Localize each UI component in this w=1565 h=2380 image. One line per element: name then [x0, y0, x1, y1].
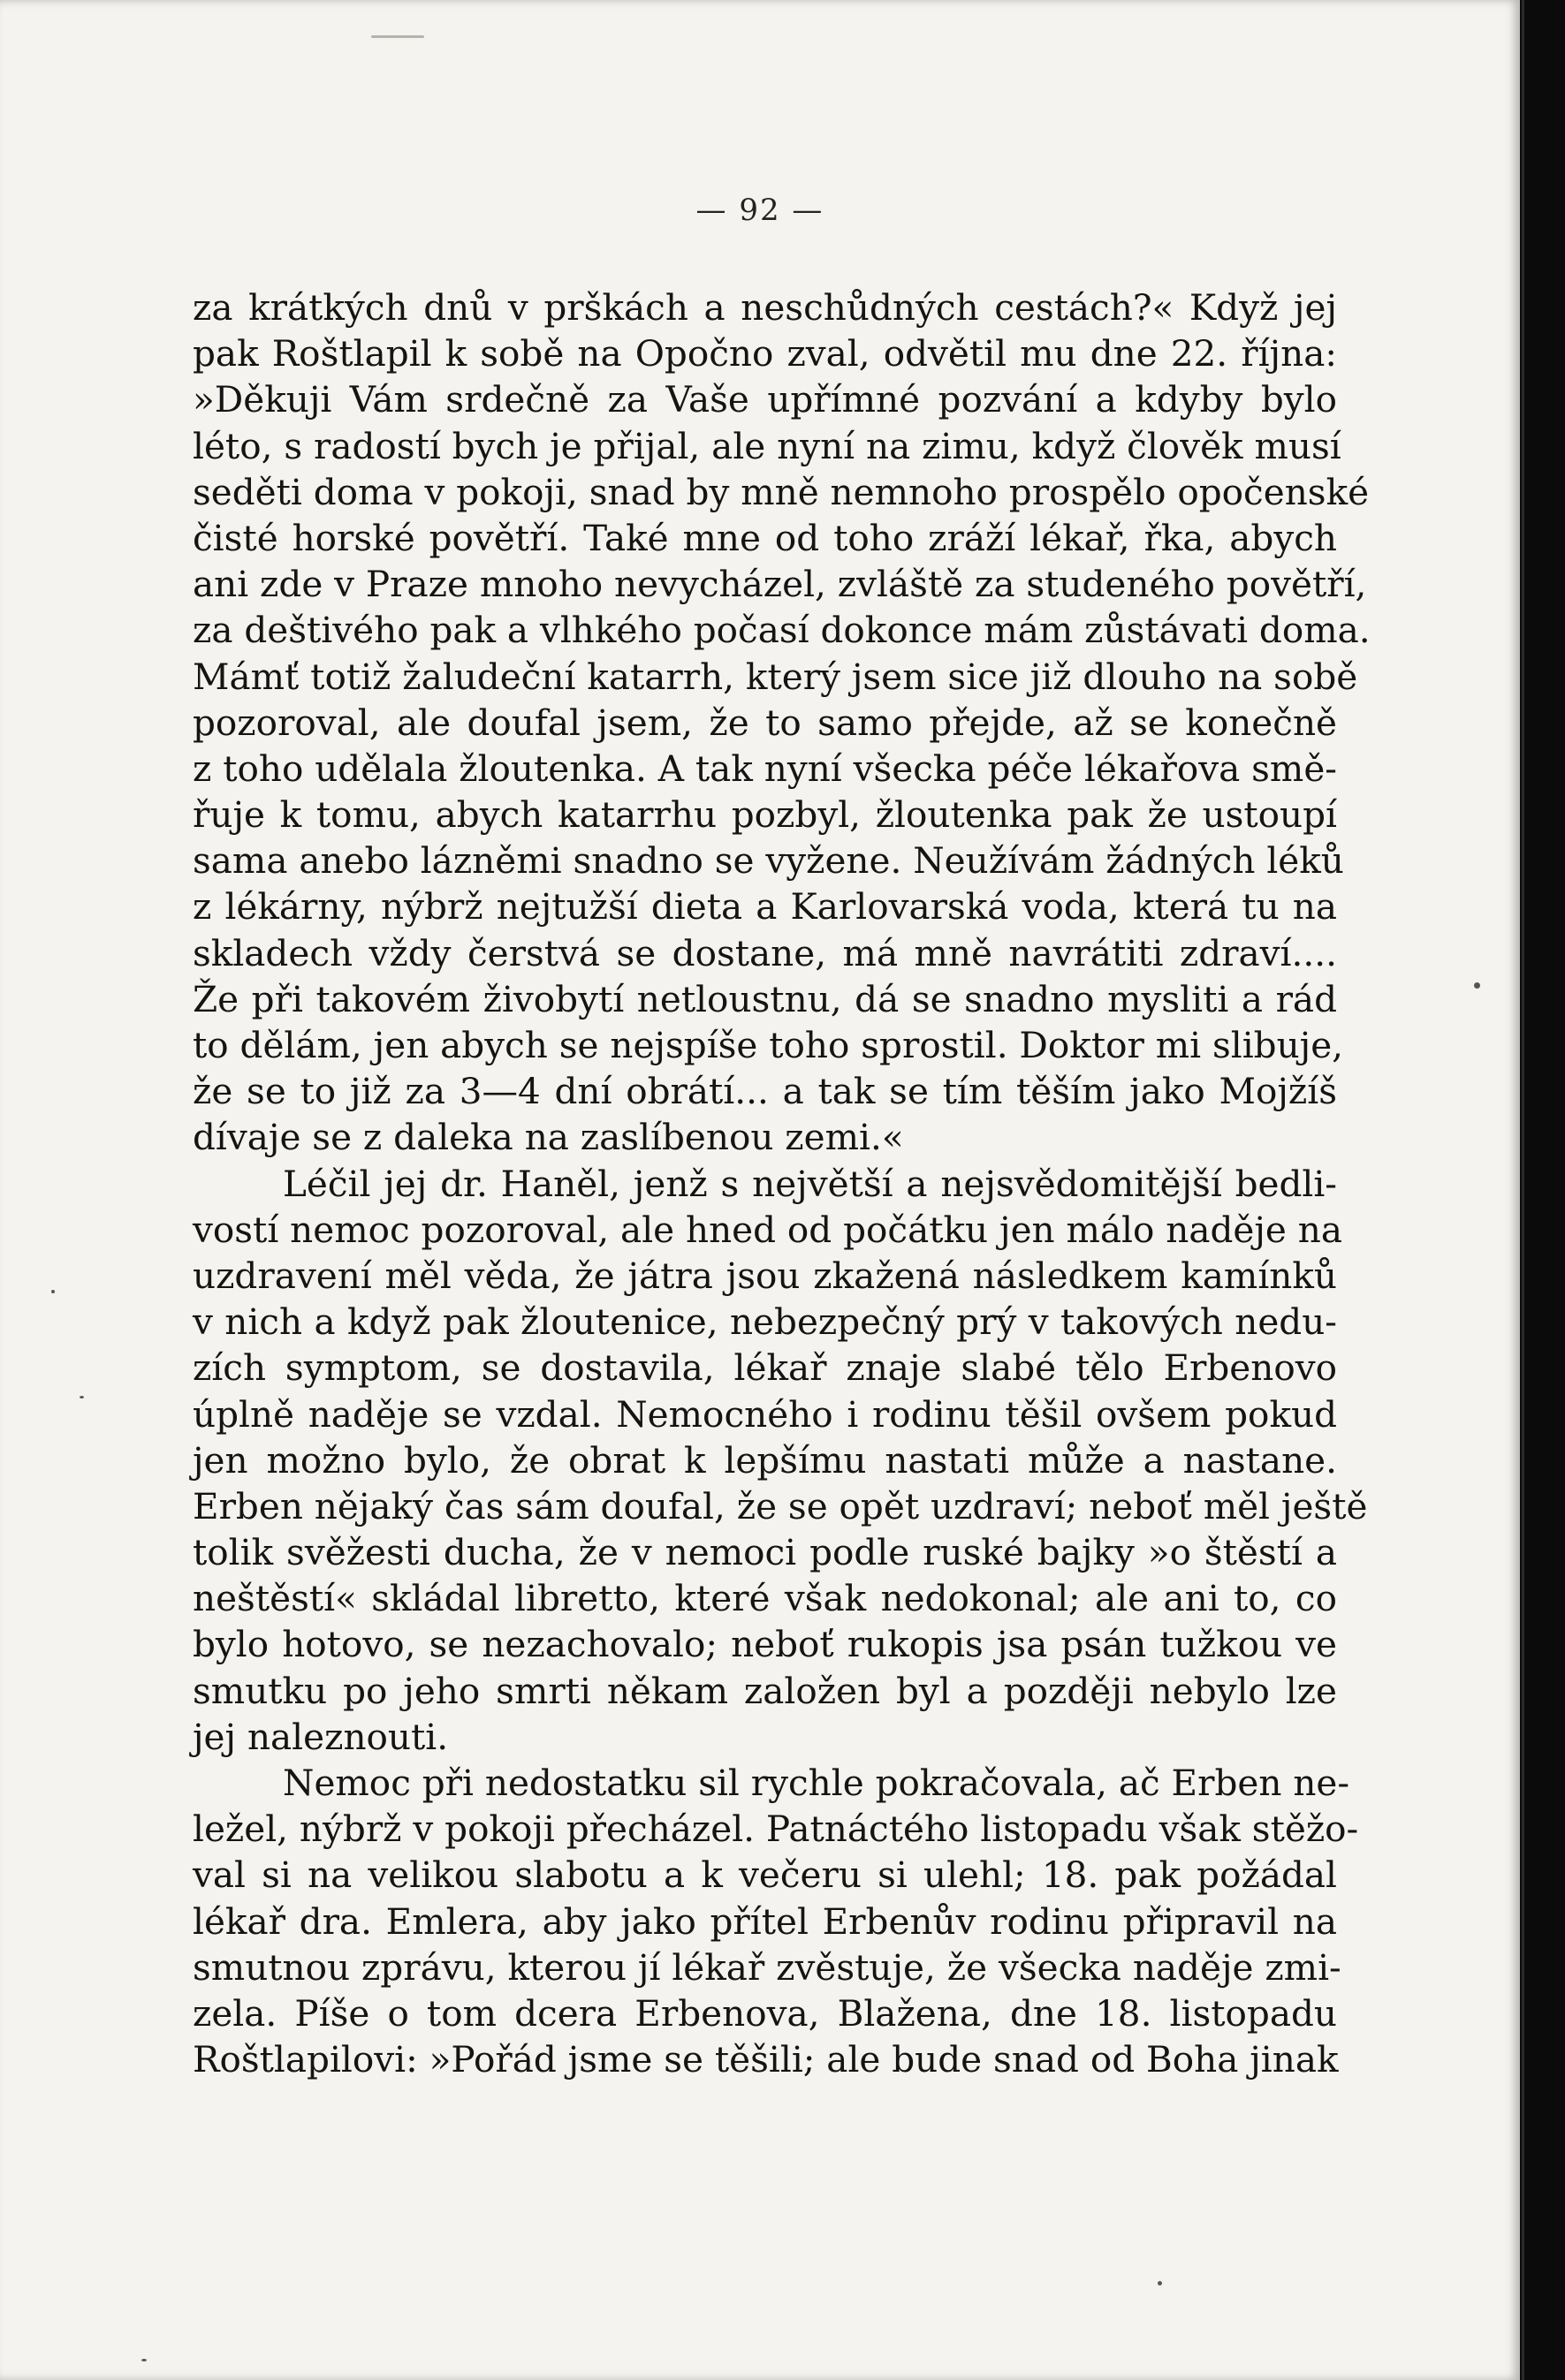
text-line: sama anebo lázněmi snadno se vyžene. Neužívám žádných léků [193, 839, 1344, 883]
text-line: z toho udělala žloutenka. A tak nyní všecka péče lékařova smě- [193, 747, 1337, 790]
scan-speck [80, 1396, 84, 1398]
text-line: Mámť totiž žaludeční katarrh, který jsem sice již dlouho na sobě [193, 655, 1358, 698]
text-line: uzdravení měl věda, že játra jsou zkažená následkem kamínků [193, 1254, 1337, 1297]
text-line: pozoroval, ale doufal jsem, že to samo přejde, až se konečně [193, 701, 1337, 744]
text-line: z lékárny, nýbrž nejtužší dieta a Karlovarská voda, která tu na [193, 885, 1337, 929]
text-line: Roštlapilovi: »Pořád jsme se těšili; ale bude snad od Boha jinak [193, 2038, 1339, 2081]
text-line: neštěstí« skládal libretto, které však nedokonal; ale ani to, co [193, 1577, 1337, 1620]
text-line: ani zde v Praze mnoho nevycházel, zvláště za studeného povětří, [193, 563, 1367, 606]
text-line: tolik svěžesti ducha, že v nemoci podle ruské bajky »o štěstí a [193, 1531, 1337, 1574]
text-line: pak Roštlapil k sobě na Opočno zval, odvětil mu dne 22. října: [193, 332, 1337, 375]
text-line: Že při takovém živobytí netloustnu, dá se snadno mysliti a rád [193, 977, 1337, 1020]
page-edge [1522, 0, 1524, 2380]
text-line: vostí nemoc pozoroval, ale hned od počátku jen málo naděje na [193, 1208, 1343, 1251]
text-line: »Děkuji Vám srdečně za Vaše upřímné pozvání a kdyby bylo [193, 378, 1337, 421]
text-line: val si na velikou slabotu a k večeru si ulehl; 18. pak požádal [193, 1853, 1337, 1897]
text-line: za deštivého pak a vlhkého počasí dokonce mám zůstávati doma. [193, 609, 1371, 652]
page-number: — 92 — [695, 193, 824, 228]
text-line: lékař dra. Emlera, aby jako přítel Erbenův rodinu připravil na [193, 1899, 1337, 1943]
text-line: bylo hotovo, se nezachovalo; neboť rukopis jsa psán tužkou ve [193, 1623, 1337, 1666]
body-text [193, 284, 1371, 2082]
text-line: že se to již za 3—4 dní obrátí... a tak se tím těším jako Mojžíš [193, 1070, 1337, 1113]
text-line: smutku po jeho smrti někam založen byl a později nebylo lze [193, 1669, 1337, 1712]
text-line: úplně naděje se vzdal. Nemocného i rodinu těšil ovšem pokud [193, 1392, 1337, 1436]
text-line: smutnou zprávu, kterou jí lékař zvěstuje, že všecka naděje zmi- [193, 1945, 1341, 1989]
scan-speck [141, 2359, 147, 2361]
scan-speck [1158, 2281, 1162, 2285]
text-line: Erben nějaký čas sám doufal, že se opět uzdraví; neboť měl ještě [193, 1484, 1368, 1527]
paragraph-start-line: Nemoc při nedostatku sil rychle pokračovala, ač Erben ne- [283, 1762, 1350, 1804]
text-line: to dělám, jen abych se nejspíše toho sprostil. Doktor mi slibuje, [193, 1024, 1344, 1066]
text-line: ležel, nýbrž v pokoji přecházel. Patnáctého listopadu však stěžo- [193, 1808, 1359, 1851]
text-line: zích symptom, se dostavila, lékař znaje slabé tělo Erbenovo [193, 1346, 1337, 1390]
text-line: řuje k tomu, abych katarrhu pozbyl, žloutenka pak že ustoupí [193, 793, 1337, 837]
paragraph-start-line: Léčil jej dr. Haněl, jenž s největší a nejsvědomitější bedli- [283, 1162, 1337, 1205]
text-line: za krátkých dnů v prškách a neschůdných cestách?« Když jej [193, 286, 1337, 329]
text-line: dívaje se z daleka na zaslíbenou zemi.« [193, 1116, 904, 1159]
scan-speck [371, 35, 424, 38]
text-line: jen možno bylo, že obrat k lepšímu nastati může a nastane. [193, 1438, 1337, 1482]
text-line: seděti doma v pokoji, snad by mně nemnoho prospělo opočenské [193, 470, 1370, 513]
text-line: léto, s radostí bych je přijal, ale nyní na zimu, když člověk musí [193, 424, 1341, 467]
text-line: zela. Píše o tom dcera Erbenova, Blažena, dne 18. listopadu [193, 1991, 1337, 2035]
text-line: čisté horské povětří. Také mne od toho zráží lékař, řka, abych [193, 516, 1337, 559]
scan-speck [51, 1290, 55, 1293]
text-line: skladech vždy čerstvá se dostane, má mně navrátiti zdraví.... [193, 931, 1337, 974]
text-line: jej naleznouti. [193, 1715, 449, 1758]
text-line: v nich a když pak žloutenice, nebezpečný prý v takových nedu- [193, 1300, 1337, 1344]
scan-speck [1474, 982, 1480, 989]
